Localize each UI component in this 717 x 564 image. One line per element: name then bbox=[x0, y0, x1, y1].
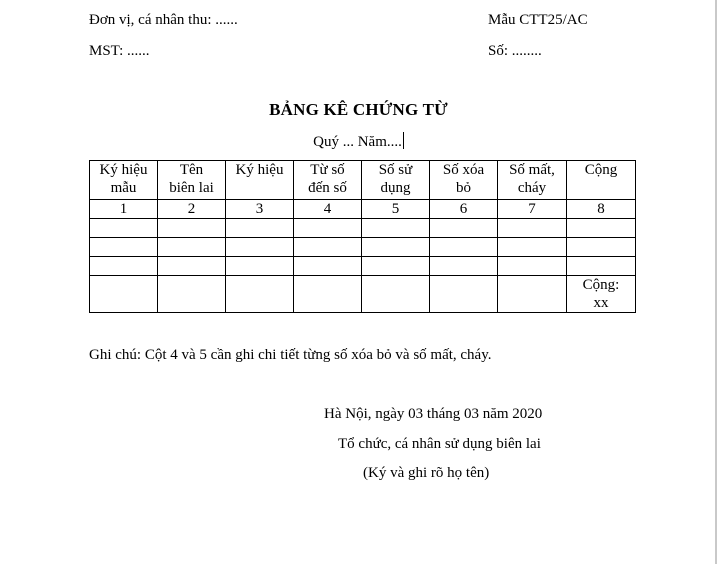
table-row bbox=[90, 219, 636, 238]
total-cell[interactable] bbox=[567, 276, 636, 313]
table-cell[interactable] bbox=[158, 276, 226, 313]
column-number: 2 bbox=[158, 200, 226, 219]
total-value: xx bbox=[593, 295, 609, 311]
table-cell[interactable] bbox=[567, 238, 636, 257]
header-line: Từ số bbox=[310, 162, 345, 178]
header-line: dụng bbox=[380, 180, 411, 196]
table-cell[interactable] bbox=[498, 238, 567, 257]
column-header bbox=[90, 161, 158, 200]
signature-place-date: Hà Nội, ngày 03 tháng 03 năm 2020 bbox=[324, 406, 543, 422]
table-cell[interactable] bbox=[226, 276, 294, 313]
column-number: 5 bbox=[362, 200, 430, 219]
table-cell[interactable] bbox=[226, 238, 294, 257]
note-text: Ghi chú: Cột 4 và 5 cần ghi chi tiết từng số xóa bỏ và số mất, cháy. bbox=[89, 347, 492, 363]
table-cell[interactable] bbox=[362, 219, 430, 238]
table-cell[interactable] bbox=[158, 257, 226, 276]
column-number: 4 bbox=[294, 200, 362, 219]
column-header bbox=[158, 161, 226, 200]
table-cell[interactable] bbox=[430, 238, 498, 257]
header-line: Ký hiệu bbox=[99, 162, 148, 178]
table-cell[interactable] bbox=[158, 238, 226, 257]
text-cursor bbox=[403, 132, 404, 149]
table-cell[interactable] bbox=[294, 238, 362, 257]
header-line: Số mất, bbox=[509, 162, 555, 178]
document-number-label: Số: ........ bbox=[488, 43, 542, 59]
column-number: 7 bbox=[498, 200, 567, 219]
header-line: Số sử bbox=[378, 162, 413, 178]
document-title: BẢNG KÊ CHỨNG TỪ bbox=[269, 100, 448, 119]
column-number: 8 bbox=[567, 200, 636, 219]
column-number: 1 bbox=[90, 200, 158, 219]
table-cell[interactable] bbox=[498, 276, 567, 313]
table-cell[interactable] bbox=[430, 276, 498, 313]
header-line: cháy bbox=[517, 180, 547, 196]
table-row bbox=[90, 257, 636, 276]
column-header bbox=[498, 161, 567, 200]
total-label: Cộng: bbox=[582, 277, 620, 293]
table-cell[interactable] bbox=[294, 276, 362, 313]
table-cell[interactable] bbox=[294, 257, 362, 276]
table-cell[interactable] bbox=[430, 219, 498, 238]
table-cell[interactable] bbox=[362, 238, 430, 257]
table-row bbox=[90, 238, 636, 257]
table-cell[interactable] bbox=[226, 219, 294, 238]
column-header bbox=[226, 161, 294, 200]
table-cell[interactable] bbox=[90, 219, 158, 238]
header-line: Tên bbox=[179, 162, 204, 178]
header-line: bỏ bbox=[456, 180, 471, 196]
header-line: Số xóa bbox=[442, 162, 485, 178]
table-cell[interactable] bbox=[90, 257, 158, 276]
table-header-row bbox=[90, 161, 636, 200]
table-cell[interactable] bbox=[567, 219, 636, 238]
period-line[interactable] bbox=[0, 132, 717, 151]
header-line: Ký hiệu bbox=[235, 162, 284, 178]
column-header bbox=[567, 161, 636, 200]
signature-instruction: (Ký và ghi rõ họ tên) bbox=[363, 465, 490, 481]
table-total-row bbox=[90, 276, 636, 313]
table-cell[interactable] bbox=[362, 257, 430, 276]
table-cell[interactable] bbox=[498, 257, 567, 276]
table-cell[interactable] bbox=[362, 276, 430, 313]
recipient-label: Đơn vị, cá nhân thu: ...... bbox=[89, 12, 238, 28]
table-cell[interactable] bbox=[158, 219, 226, 238]
column-header bbox=[362, 161, 430, 200]
column-number: 3 bbox=[226, 200, 294, 219]
header-line: đến số bbox=[308, 180, 347, 196]
form-code-label: Mẫu CTT25/AC bbox=[488, 12, 588, 28]
tax-code-label: MST: ...... bbox=[89, 43, 150, 59]
table-cell[interactable] bbox=[90, 238, 158, 257]
voucher-table bbox=[89, 160, 636, 313]
header-line: mẫu bbox=[110, 180, 137, 196]
column-header bbox=[294, 161, 362, 200]
header-line: biên lai bbox=[169, 180, 214, 196]
header-line: Cộng bbox=[584, 162, 618, 178]
table-cell[interactable] bbox=[567, 257, 636, 276]
table-cell[interactable] bbox=[430, 257, 498, 276]
column-number: 6 bbox=[430, 200, 498, 219]
table-cell[interactable] bbox=[294, 219, 362, 238]
signature-signer: Tổ chức, cá nhân sử dụng biên lai bbox=[338, 436, 541, 452]
period-text: Quý ... Năm.... bbox=[313, 134, 402, 150]
table-cell[interactable] bbox=[498, 219, 567, 238]
table-cell[interactable] bbox=[226, 257, 294, 276]
table-cell[interactable] bbox=[90, 276, 158, 313]
column-number-row bbox=[90, 200, 636, 219]
column-header bbox=[430, 161, 498, 200]
